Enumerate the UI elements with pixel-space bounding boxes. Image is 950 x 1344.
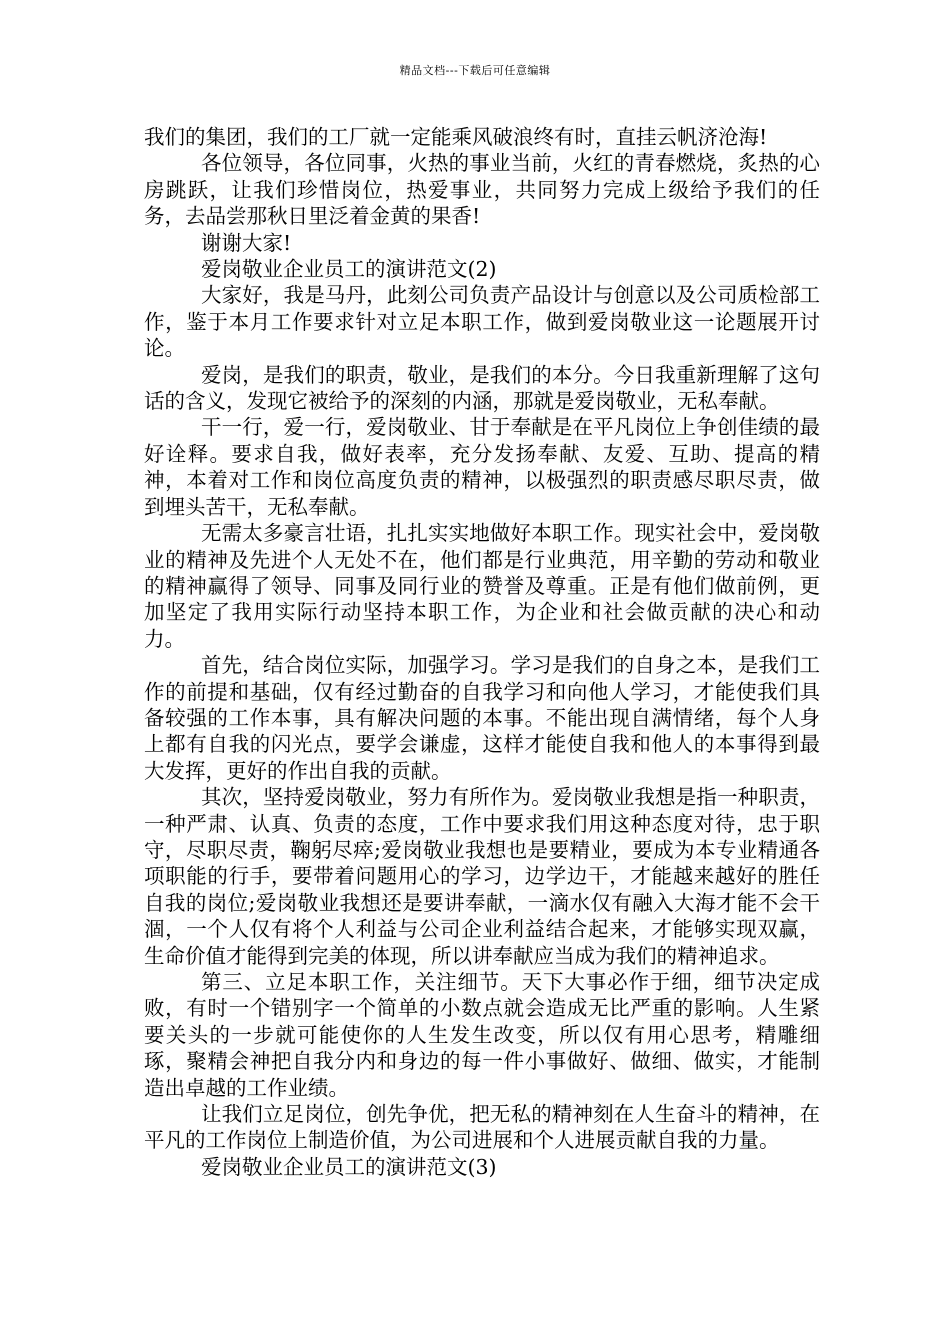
paragraph: 谢谢大家!	[201, 230, 292, 255]
paragraph: 各位领导，各位同事，火热的事业当前，火红的青春燃烧，炙热的心房跳跃，让我们珍惜岗位，热爱事业，共同努力完成上级给予我们的任务，去品尝那秋日里泛着金黄的果香!	[144, 151, 820, 229]
paragraph: 无需太多豪言壮语，扎扎实实地做好本职工作。现实社会中，爱岗敬业的精神及先进个人无处不在，他们都是行业典范，用辛勤的劳动和敬业的精神赢得了领导、同事及同行业的赞誉及尊重。正是有他们做前例，更加坚定了我用实际行动坚持本职工作，为企业和社会做贡献的决心和动力。	[144, 521, 820, 651]
paragraph: 干一行，爱一行，爱岗敬业、甘于奉献是在平凡岗位上争创佳绩的最好诠释。要求自我，做好表率，充分发扬奉献、友爱、互助、提高的精神，本着对工作和岗位高度负责的精神，以极强烈的职责感尽职尽责，做到埋头苦干，无私奉献。	[144, 415, 820, 519]
paragraph: 让我们立足岗位，创先争优，把无私的精神刻在人生奋斗的精神，在平凡的工作岗位上制造价值，为公司进展和个人进展贡献自我的力量。	[144, 1102, 820, 1153]
paragraph: 首先，结合岗位实际，加强学习。学习是我们的自身之本，是我们工作的前提和基础，仅有经过勤奋的自我学习和向他人学习，才能使我们具备较强的工作本事，具有解决问题的本事。不能出现自满情绪，每个人身上都有自我的闪光点，要学会谦虚，这样才能使自我和他人的本事得到最大发挥，更好的作出自我的贡献。	[144, 653, 820, 783]
paragraph: 第三、立足本职工作，关注细节。天下大事必作于细，细节决定成败，有时一个错别字一个简单的小数点就会造成无比严重的影响。人生紧要关头的一步就可能使你的人生发生改变，所以仅有用心思考，精雕细琢，聚精会神把自我分内和身边的每一件小事做好、做细、做实，才能制造出卓越的工作业绩。	[144, 970, 820, 1100]
section-title: 爱岗敬业企业员工的演讲范文(2)	[201, 257, 497, 282]
paragraph: 大家好，我是马丹，此刻公司负责产品设计与创意以及公司质检部工作，鉴于本月工作要求针对立足本职工作，做到爱岗敬业这一论题展开讨论。	[144, 283, 820, 361]
paragraph: 我们的集团，我们的工厂就一定能乘风破浪终有时，直挂云帆济沧海!	[144, 125, 768, 149]
page-header: 精品文档---下载后可任意编辑	[399, 64, 551, 77]
document-body	[144, 124, 820, 1180]
section-title: 爱岗敬业企业员工的演讲范文(3)	[201, 1154, 497, 1179]
paragraph: 其次，坚持爱岗敬业，努力有所作为。爱岗敬业我想是指一种职责，一种严肃、认真、负责的态度，工作中要求我们用这种态度对待，忠于职守，尽职尽责，鞠躬尽瘁;爱岗敬业我想也是要精业，要成为本专业精通各项职能的行手，要带着问题用心的学习，边学边干，才能越来越好的胜任自我的岗位;爱岗敬业我想还是要讲奉献，一滴水仅有融入大海才能不会干涸，一个人仅有将个人利益与公司企业利益结合起来，才能够实现双赢，生命价值才能得到完美的体现，所以讲奉献应当成为我们的精神追求。	[144, 785, 820, 968]
paragraph: 爱岗，是我们的职责，敬业，是我们的本分。今日我重新理解了这句话的含义，发现它被给予的深刻的内涵，那就是爱岗敬业，无私奉献。	[144, 362, 820, 414]
